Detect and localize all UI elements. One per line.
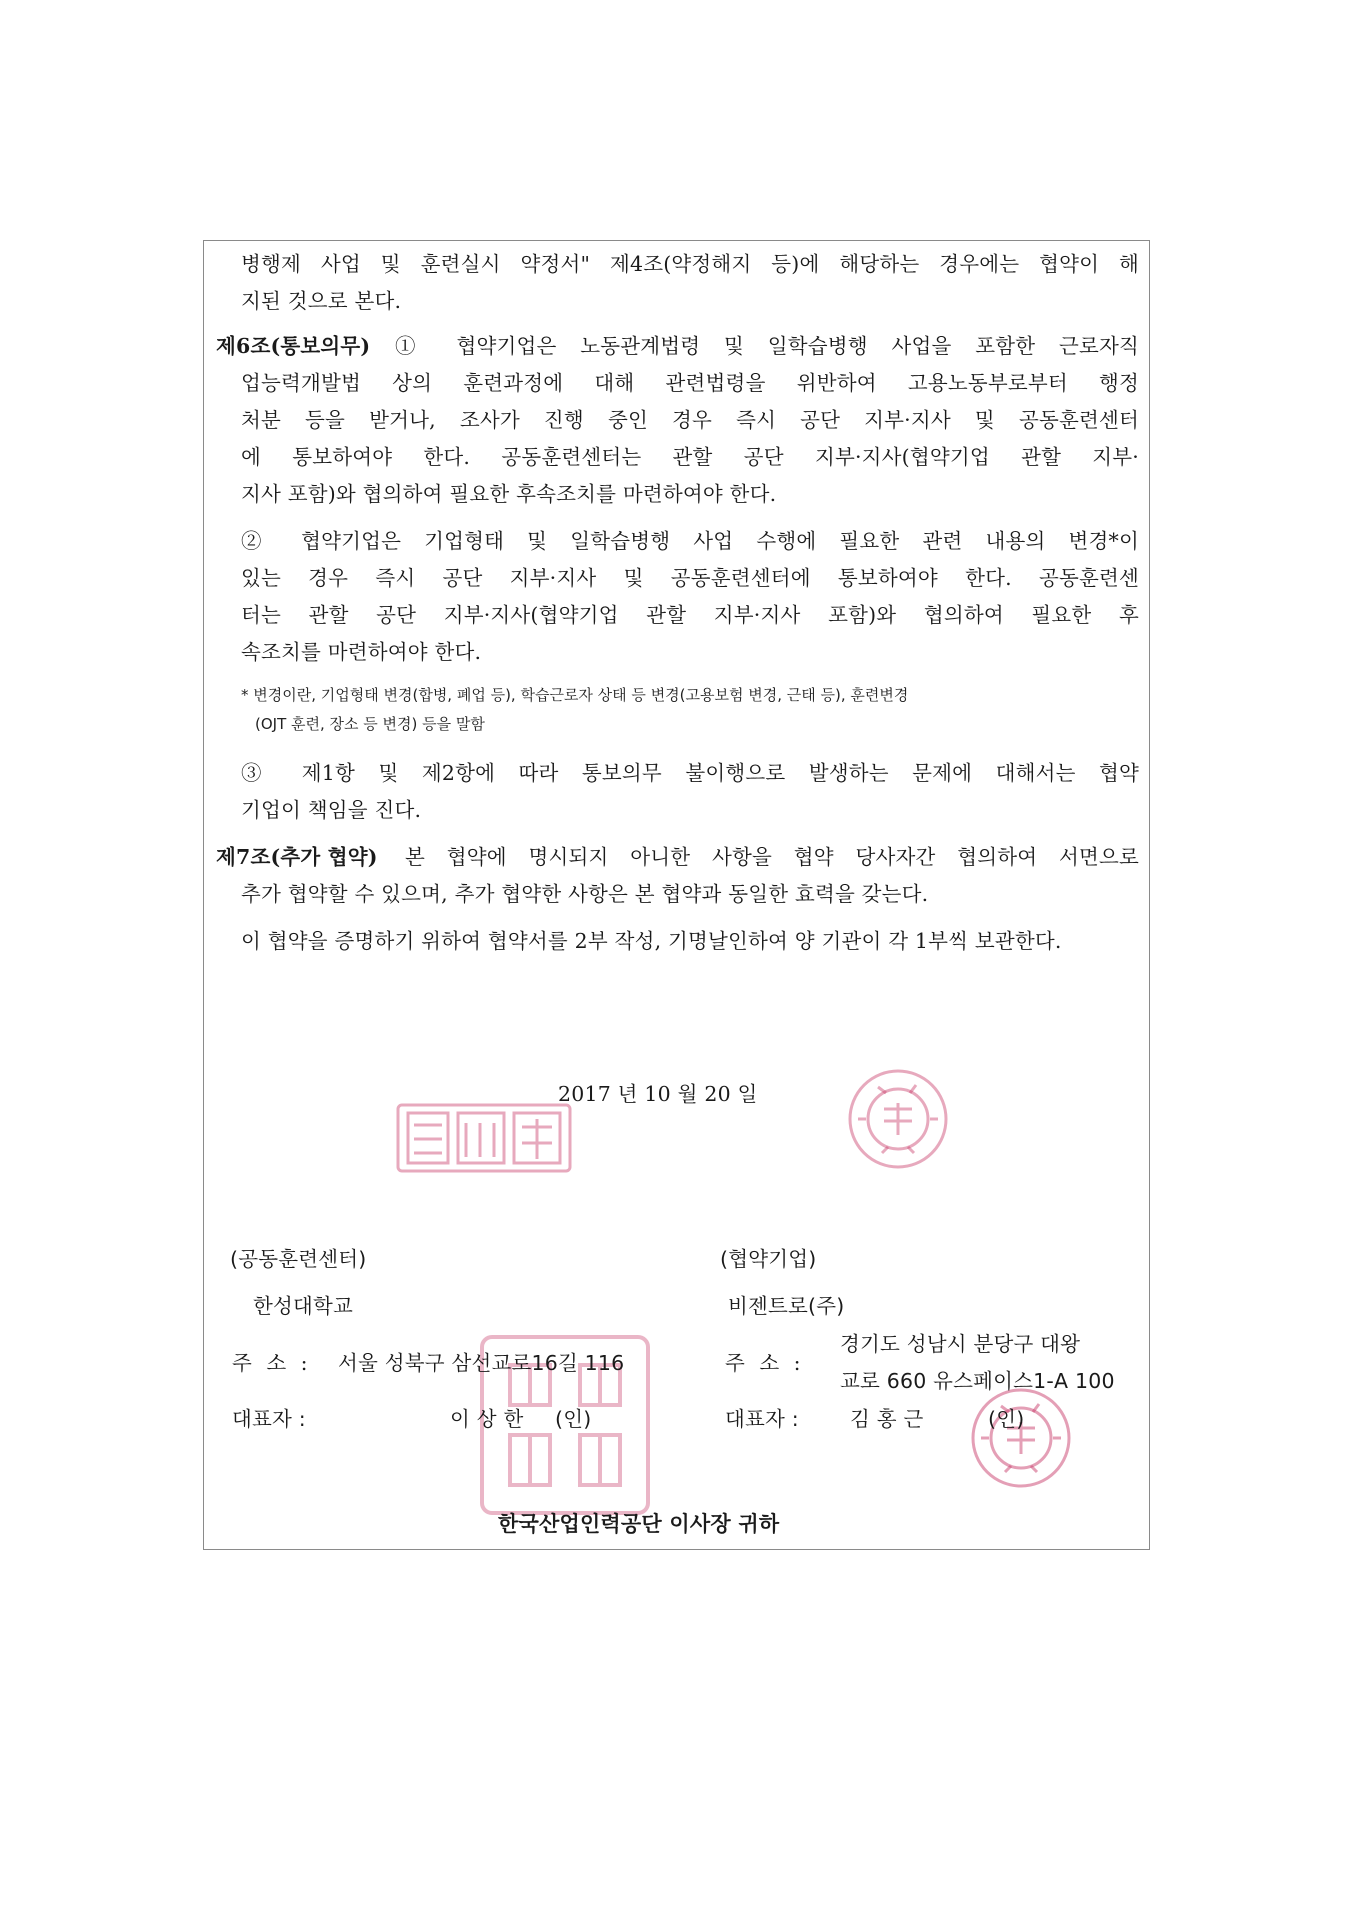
right-address-line-2: 교로 660 유스페이스1-A 100 <box>840 1369 1115 1393</box>
right-seal-mark: (인) <box>988 1407 1025 1431</box>
continuation-line-1: 병행제 사업 및 훈련실시 약정서" 제4조(약정해지 등)에 해당하는 경우에는 협약이 해 <box>241 252 1139 276</box>
article6-clause2-line-1: ② 협약기업은 기업형태 및 일학습병행 사업 수행에 필요한 관련 내용의 변경*이 <box>241 529 1139 553</box>
article6-footnote-line-2: (OJT 훈련, 장소 등 변경) 등을 말함 <box>255 715 485 733</box>
article7-line-2: 추가 협약할 수 있으며, 추가 협약한 사항은 본 협약과 동일한 효력을 갖는다. <box>241 882 929 906</box>
addressee: 한국산업인력공단 이사장 귀하 <box>498 1512 780 1536</box>
rectangular-seal-stamp <box>390 1095 580 1185</box>
article6-clause1-line-5: 지사 포함)와 협의하여 필요한 후속조치를 마련하여야 한다. <box>241 482 777 506</box>
left-address-label: 주 소 : <box>232 1351 312 1375</box>
right-party-heading: (협약기업) <box>720 1247 817 1271</box>
left-rep-label: 대표자 : <box>232 1407 306 1431</box>
round-company-seal-stamp-top <box>842 1063 954 1175</box>
article6-clause2-line-4: 속조치를 마련하여야 한다. <box>241 640 482 664</box>
left-party-heading: (공동훈련센터) <box>230 1247 367 1271</box>
article6-clause1-line-1: ① 협약기업은 노동관계법령 및 일학습병행 사업을 포함한 근로자직 <box>395 334 1139 358</box>
left-party-name: 한성대학교 <box>253 1294 354 1318</box>
continuation-line-2: 지된 것으로 본다. <box>241 289 402 313</box>
article7-title: 제7조(추가 협약) <box>216 845 378 869</box>
article6-title: 제6조(통보의무) <box>216 334 371 358</box>
left-address: 서울 성북구 삼선교로16길 116 <box>338 1351 625 1375</box>
agreement-date: 2017 년 10 월 20 일 <box>558 1082 758 1106</box>
right-rep-name: 김 홍 근 <box>850 1407 924 1431</box>
article6-clause1-line-4: 에 통보하여야 한다. 공동훈련센터는 관할 공단 지부·지사(협약기업 관할 지부· <box>241 445 1139 469</box>
left-seal-mark: (인) <box>555 1407 592 1431</box>
article6-clause3-line-2: 기업이 책임을 진다. <box>241 798 422 822</box>
article6-clause1-line-2: 업능력개발법 상의 훈련과정에 대해 관련법령을 위반하여 고용노동부로부터 행정 <box>241 371 1139 395</box>
right-party-name: 비젠트로(주) <box>728 1294 845 1318</box>
right-address-label: 주 소 : <box>725 1351 805 1375</box>
article6-clause2-line-3: 터는 관할 공단 지부·지사(협약기업 관할 지부·지사 포함)와 협의하여 필요한 후 <box>241 603 1139 627</box>
left-rep-name: 이 상 한 <box>450 1407 524 1431</box>
right-address-line-1: 경기도 성남시 분당구 대왕 <box>840 1332 1081 1356</box>
closing-statement: 이 협약을 증명하기 위하여 협약서를 2부 작성, 기명날인하여 양 기관이 각 1부씩 보관한다. <box>241 929 1062 953</box>
right-rep-label: 대표자 : <box>725 1407 799 1431</box>
article7-line-1: 본 협약에 명시되지 아니한 사항을 협약 당사자간 협의하여 서면으로 <box>405 845 1139 869</box>
article6-footnote-line-1: * 변경이란, 기업형태 변경(합병, 폐업 등), 학습근로자 상태 등 변경(고용보험 변경, 근태 등), 훈련변경 <box>241 686 909 704</box>
article6-clause1-line-3: 처분 등을 받거나, 조사가 진행 중인 경우 즉시 공단 지부·지사 및 공동훈련센터 <box>241 408 1139 432</box>
article6-clause3-line-1: ③ 제1항 및 제2항에 따라 통보의무 불이행으로 발생하는 문제에 대해서는 협약 <box>241 761 1139 785</box>
article6-clause2-line-2: 있는 경우 즉시 공단 지부·지사 및 공동훈련센터에 통보하여야 한다. 공동훈련센 <box>241 566 1139 590</box>
